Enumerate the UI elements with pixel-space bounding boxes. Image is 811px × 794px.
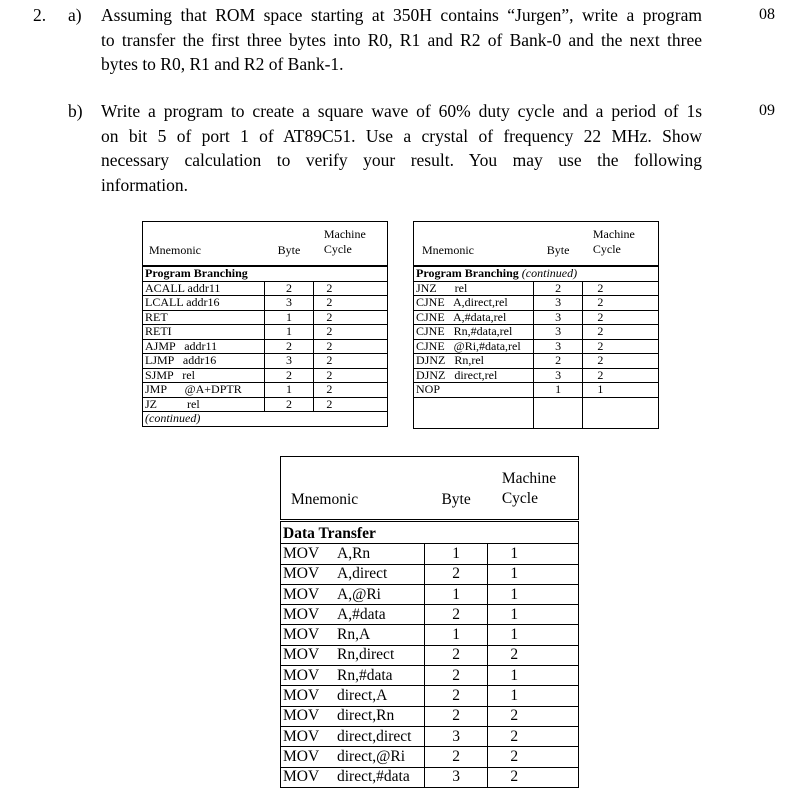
- operand: direct,@Ri: [337, 747, 406, 765]
- byte-cell: 3: [533, 339, 583, 354]
- part-a-line-1: Assuming that ROM space starting at 350H contains “Jurgen”, write a program: [101, 5, 702, 25]
- cycle-cell: 1: [488, 544, 579, 564]
- cycle-label: Cycle: [592, 242, 621, 256]
- machine-label: Machine: [501, 470, 557, 487]
- byte-cell: 1: [264, 325, 314, 340]
- byte-cell: 3: [264, 354, 314, 369]
- byte-cell: 2: [424, 747, 488, 767]
- operand: direct,direct: [337, 727, 412, 745]
- cycle-cell: 2: [314, 368, 388, 383]
- mnemonic-cell: NOP: [414, 383, 534, 398]
- opcode: MOV: [283, 727, 320, 745]
- blank-row: [414, 397, 659, 428]
- byte-cell: 3: [533, 296, 583, 311]
- opcode: MOV: [283, 585, 320, 603]
- cycle-cell: 1: [488, 625, 579, 645]
- cycle-cell: 1: [488, 686, 579, 706]
- byte-cell: 3: [533, 325, 583, 340]
- part-a-label: a): [68, 5, 82, 25]
- section-row: [281, 521, 579, 544]
- opcode: MOV: [283, 646, 320, 664]
- operand: direct,A: [337, 687, 388, 705]
- opcode: MOV: [283, 687, 320, 705]
- mnemonic-cell: CJNE Rn,#data,rel: [414, 325, 534, 340]
- table-row: [281, 686, 579, 706]
- opcode: MOV: [283, 605, 320, 623]
- continued-row: [143, 412, 388, 427]
- mnemonic-cell: LJMP addr16: [143, 354, 265, 369]
- byte-cell: 3: [424, 726, 488, 746]
- cycle-cell: 1: [488, 666, 579, 686]
- table-row: [143, 281, 388, 296]
- operand: direct,Rn: [337, 707, 395, 725]
- opcode: MOV: [283, 768, 320, 786]
- table-row: [143, 339, 388, 354]
- table-row: [143, 325, 388, 340]
- byte-cell: 2: [424, 666, 488, 686]
- cycle-cell: 1: [488, 564, 579, 584]
- mnemonic-cell: DJNZ direct,rel: [414, 368, 534, 383]
- section-row: [143, 266, 388, 281]
- table-header-row: [414, 222, 659, 267]
- operand: Rn,A: [337, 626, 371, 644]
- byte-cell: 2: [424, 686, 488, 706]
- mnemonic-cell: JNZ rel: [414, 281, 534, 296]
- cycle-cell: 2: [583, 339, 659, 354]
- cycle-cell: 1: [488, 584, 579, 604]
- cycle-label: Cycle: [323, 242, 352, 256]
- cycle-cell: 2: [314, 281, 388, 296]
- machine-label: Machine: [323, 227, 366, 241]
- table-row: [414, 310, 659, 325]
- table-row: [281, 767, 579, 787]
- operand: A,@Ri: [337, 585, 381, 603]
- byte-header: Byte: [277, 243, 301, 257]
- mnemonic-cell: RETI: [143, 325, 265, 340]
- continued-note: (continued): [143, 412, 388, 427]
- table-row: [281, 584, 579, 604]
- table-row: [414, 368, 659, 383]
- table-row: [281, 625, 579, 645]
- question-number: 2.: [33, 5, 47, 25]
- mnemonic-cell: JZ rel: [143, 397, 265, 412]
- opcode: MOV: [283, 626, 320, 644]
- byte-cell: 2: [424, 645, 488, 665]
- operand: A,direct: [337, 565, 388, 583]
- table-row: [281, 706, 579, 726]
- mnemonic-cell: [281, 686, 425, 706]
- byte-cell: 2: [533, 354, 583, 369]
- part-b-line-3: necessary calculation to verify your result. You may use the following: [101, 150, 702, 170]
- byte-header: Byte: [546, 243, 570, 257]
- table-row: [281, 605, 579, 625]
- byte-cell: 1: [264, 310, 314, 325]
- cycle-cell: 2: [314, 339, 388, 354]
- table-row: [414, 383, 659, 398]
- mnemonic-header: Mnemonic: [422, 243, 474, 257]
- table-row: [281, 726, 579, 746]
- mnemonic-header: Mnemonic: [149, 243, 201, 257]
- part-b-line-1: Write a program to create a square wave of 60% duty cycle and a period of 1s: [101, 101, 702, 121]
- mnemonic-cell: AJMP addr11: [143, 339, 265, 354]
- opcode: MOV: [283, 707, 320, 725]
- table-row: [143, 310, 388, 325]
- byte-cell: 3: [264, 296, 314, 311]
- table-row: [143, 368, 388, 383]
- table-row: [414, 281, 659, 296]
- mnemonic-cell: SJMP rel: [143, 368, 265, 383]
- byte-cell: 1: [424, 544, 488, 564]
- byte-header: Byte: [441, 491, 471, 508]
- part-b-label: b): [68, 101, 83, 121]
- mnemonic-cell: [281, 767, 425, 787]
- mnemonic-cell: [281, 625, 425, 645]
- cycle-cell: 2: [314, 296, 388, 311]
- mnemonic-cell: DJNZ Rn,rel: [414, 354, 534, 369]
- part-b-text: [101, 99, 702, 197]
- byte-cell: 2: [264, 281, 314, 296]
- table-row: [143, 383, 388, 398]
- mnemonic-cell: RET: [143, 310, 265, 325]
- cycle-label: Cycle: [501, 490, 538, 507]
- machine-label: Machine: [592, 227, 635, 241]
- mnemonic-cell: CJNE A,#data,rel: [414, 310, 534, 325]
- byte-cell: 1: [424, 625, 488, 645]
- table-row: [414, 354, 659, 369]
- branching-table-right: [413, 221, 659, 429]
- cycle-cell: 1: [583, 383, 659, 398]
- part-a-line-2: to transfer the first three bytes into R0, R1 and R2 of Bank-0 and the next three: [101, 29, 702, 50]
- byte-cell: 1: [424, 584, 488, 604]
- table-row: [143, 397, 388, 412]
- cycle-cell: 2: [314, 383, 388, 398]
- cycle-cell: 2: [583, 310, 659, 325]
- machine-cycle-header: [314, 222, 388, 267]
- byte-cell: 3: [533, 310, 583, 325]
- cycle-cell: 2: [314, 354, 388, 369]
- section-row: [414, 266, 659, 281]
- section-title-cell: [414, 266, 659, 281]
- cycle-cell: 2: [583, 354, 659, 369]
- table-row: [414, 339, 659, 354]
- byte-cell: 2: [424, 564, 488, 584]
- operand: direct,#data: [337, 768, 410, 786]
- part-b-marks: 09: [759, 102, 775, 119]
- cycle-cell: 2: [314, 397, 388, 412]
- byte-cell: 1: [533, 383, 583, 398]
- table-row: [281, 747, 579, 767]
- mnemonic-cell: CJNE @Ri,#data,rel: [414, 339, 534, 354]
- opcode: MOV: [283, 747, 320, 765]
- byte-cell: 3: [533, 368, 583, 383]
- byte-cell: 2: [264, 368, 314, 383]
- part-a-line-3: bytes to R0, R1 and R2 of Bank-1.: [101, 54, 344, 74]
- mnemonic-cell: [281, 747, 425, 767]
- table-header-row: [281, 457, 579, 521]
- table-row: [281, 645, 579, 665]
- table-row: [281, 544, 579, 564]
- mnemonic-cell: [281, 564, 425, 584]
- cycle-cell: 2: [488, 747, 579, 767]
- byte-cell: 3: [424, 767, 488, 787]
- section-title: Program Branching: [416, 266, 519, 281]
- byte-cell: 2: [424, 706, 488, 726]
- byte-cell: 2: [264, 397, 314, 412]
- operand: A,#data: [337, 605, 386, 623]
- cycle-cell: 2: [488, 726, 579, 746]
- mnemonic-cell: [281, 605, 425, 625]
- cycle-cell: 2: [583, 325, 659, 340]
- opcode: MOV: [283, 565, 320, 583]
- section-continued: (continued): [521, 266, 578, 281]
- cycle-cell: 2: [314, 310, 388, 325]
- branching-table-left: [142, 221, 388, 427]
- cycle-cell: 2: [314, 325, 388, 340]
- mnemonic-cell: [281, 666, 425, 686]
- cycle-cell: 2: [488, 767, 579, 787]
- cycle-cell: 2: [583, 281, 659, 296]
- mnemonic-cell: LCALL addr16: [143, 296, 265, 311]
- table-row: [414, 325, 659, 340]
- part-a-marks: 08: [759, 6, 775, 23]
- operand: Rn,direct: [337, 646, 395, 664]
- table-row: [414, 296, 659, 311]
- mnemonic-cell: [281, 726, 425, 746]
- cycle-cell: 2: [488, 706, 579, 726]
- table-row: [281, 666, 579, 686]
- mnemonic-cell: [281, 544, 425, 564]
- mnemonic-cell: ACALL addr11: [143, 281, 265, 296]
- opcode: MOV: [283, 666, 320, 684]
- table-header-row: [143, 222, 388, 267]
- cycle-cell: 2: [488, 645, 579, 665]
- mnemonic-cell: JMP @A+DPTR: [143, 383, 265, 398]
- data-transfer-table: [280, 456, 579, 788]
- cycle-cell: 2: [583, 368, 659, 383]
- section-title: Data Transfer: [281, 521, 579, 544]
- byte-cell: 2: [533, 281, 583, 296]
- section-title: Program Branching: [143, 266, 388, 281]
- machine-cycle-header: [488, 457, 579, 521]
- mnemonic-cell: CJNE A,direct,rel: [414, 296, 534, 311]
- cycle-cell: 2: [583, 296, 659, 311]
- table-row: [281, 564, 579, 584]
- table-row: [143, 296, 388, 311]
- part-a-text: [101, 3, 702, 77]
- mnemonic-cell: [281, 584, 425, 604]
- byte-cell: 2: [264, 339, 314, 354]
- cycle-cell: 1: [488, 605, 579, 625]
- byte-cell: 2: [424, 605, 488, 625]
- opcode: MOV: [283, 544, 320, 562]
- table-row: [143, 354, 388, 369]
- operand: Rn,#data: [337, 666, 393, 684]
- operand: A,Rn: [337, 544, 371, 562]
- byte-cell: 1: [264, 383, 314, 398]
- mnemonic-cell: [281, 706, 425, 726]
- part-b-line-4: information.: [101, 174, 188, 195]
- mnemonic-cell: [281, 645, 425, 665]
- part-b-line-2: on bit 5 of port 1 of AT89C51. Use a crystal of frequency 22 MHz. Show: [101, 125, 702, 146]
- machine-cycle-header: [583, 222, 659, 267]
- mnemonic-header: Mnemonic: [291, 491, 359, 508]
